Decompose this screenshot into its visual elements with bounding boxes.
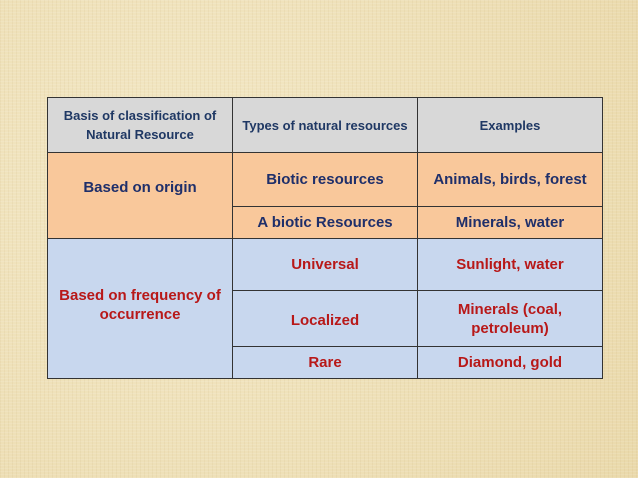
type-cell: Rare — [233, 347, 418, 379]
header-row — [48, 98, 603, 153]
table-row — [48, 153, 603, 207]
examples-cell: Diamond, gold — [418, 347, 603, 379]
examples-cell: Sunlight, water — [418, 239, 603, 291]
basis-origin-label: Based on origin — [83, 179, 197, 196]
type-cell: Biotic resources — [233, 153, 418, 207]
examples-cell: Minerals, water — [418, 207, 603, 239]
basis-frequency-cell — [48, 239, 233, 379]
type-cell: Universal — [233, 239, 418, 291]
header-examples: Examples — [418, 98, 603, 153]
header-basis: Basis of classification of Natural Resource — [48, 98, 233, 153]
basis-origin-cell — [48, 153, 233, 239]
type-cell: A biotic Resources — [233, 207, 418, 239]
natural-resources-table — [47, 97, 603, 379]
examples-cell: Minerals (coal, petroleum) — [418, 291, 603, 347]
type-localized-label: Localized — [290, 312, 360, 329]
examples-cell: Animals, birds, forest — [418, 153, 603, 207]
type-cell — [233, 291, 418, 347]
basis-frequency-label: Based on frequency of occurrence — [59, 286, 221, 323]
table-row — [48, 239, 603, 291]
header-types: Types of natural resources — [233, 98, 418, 153]
